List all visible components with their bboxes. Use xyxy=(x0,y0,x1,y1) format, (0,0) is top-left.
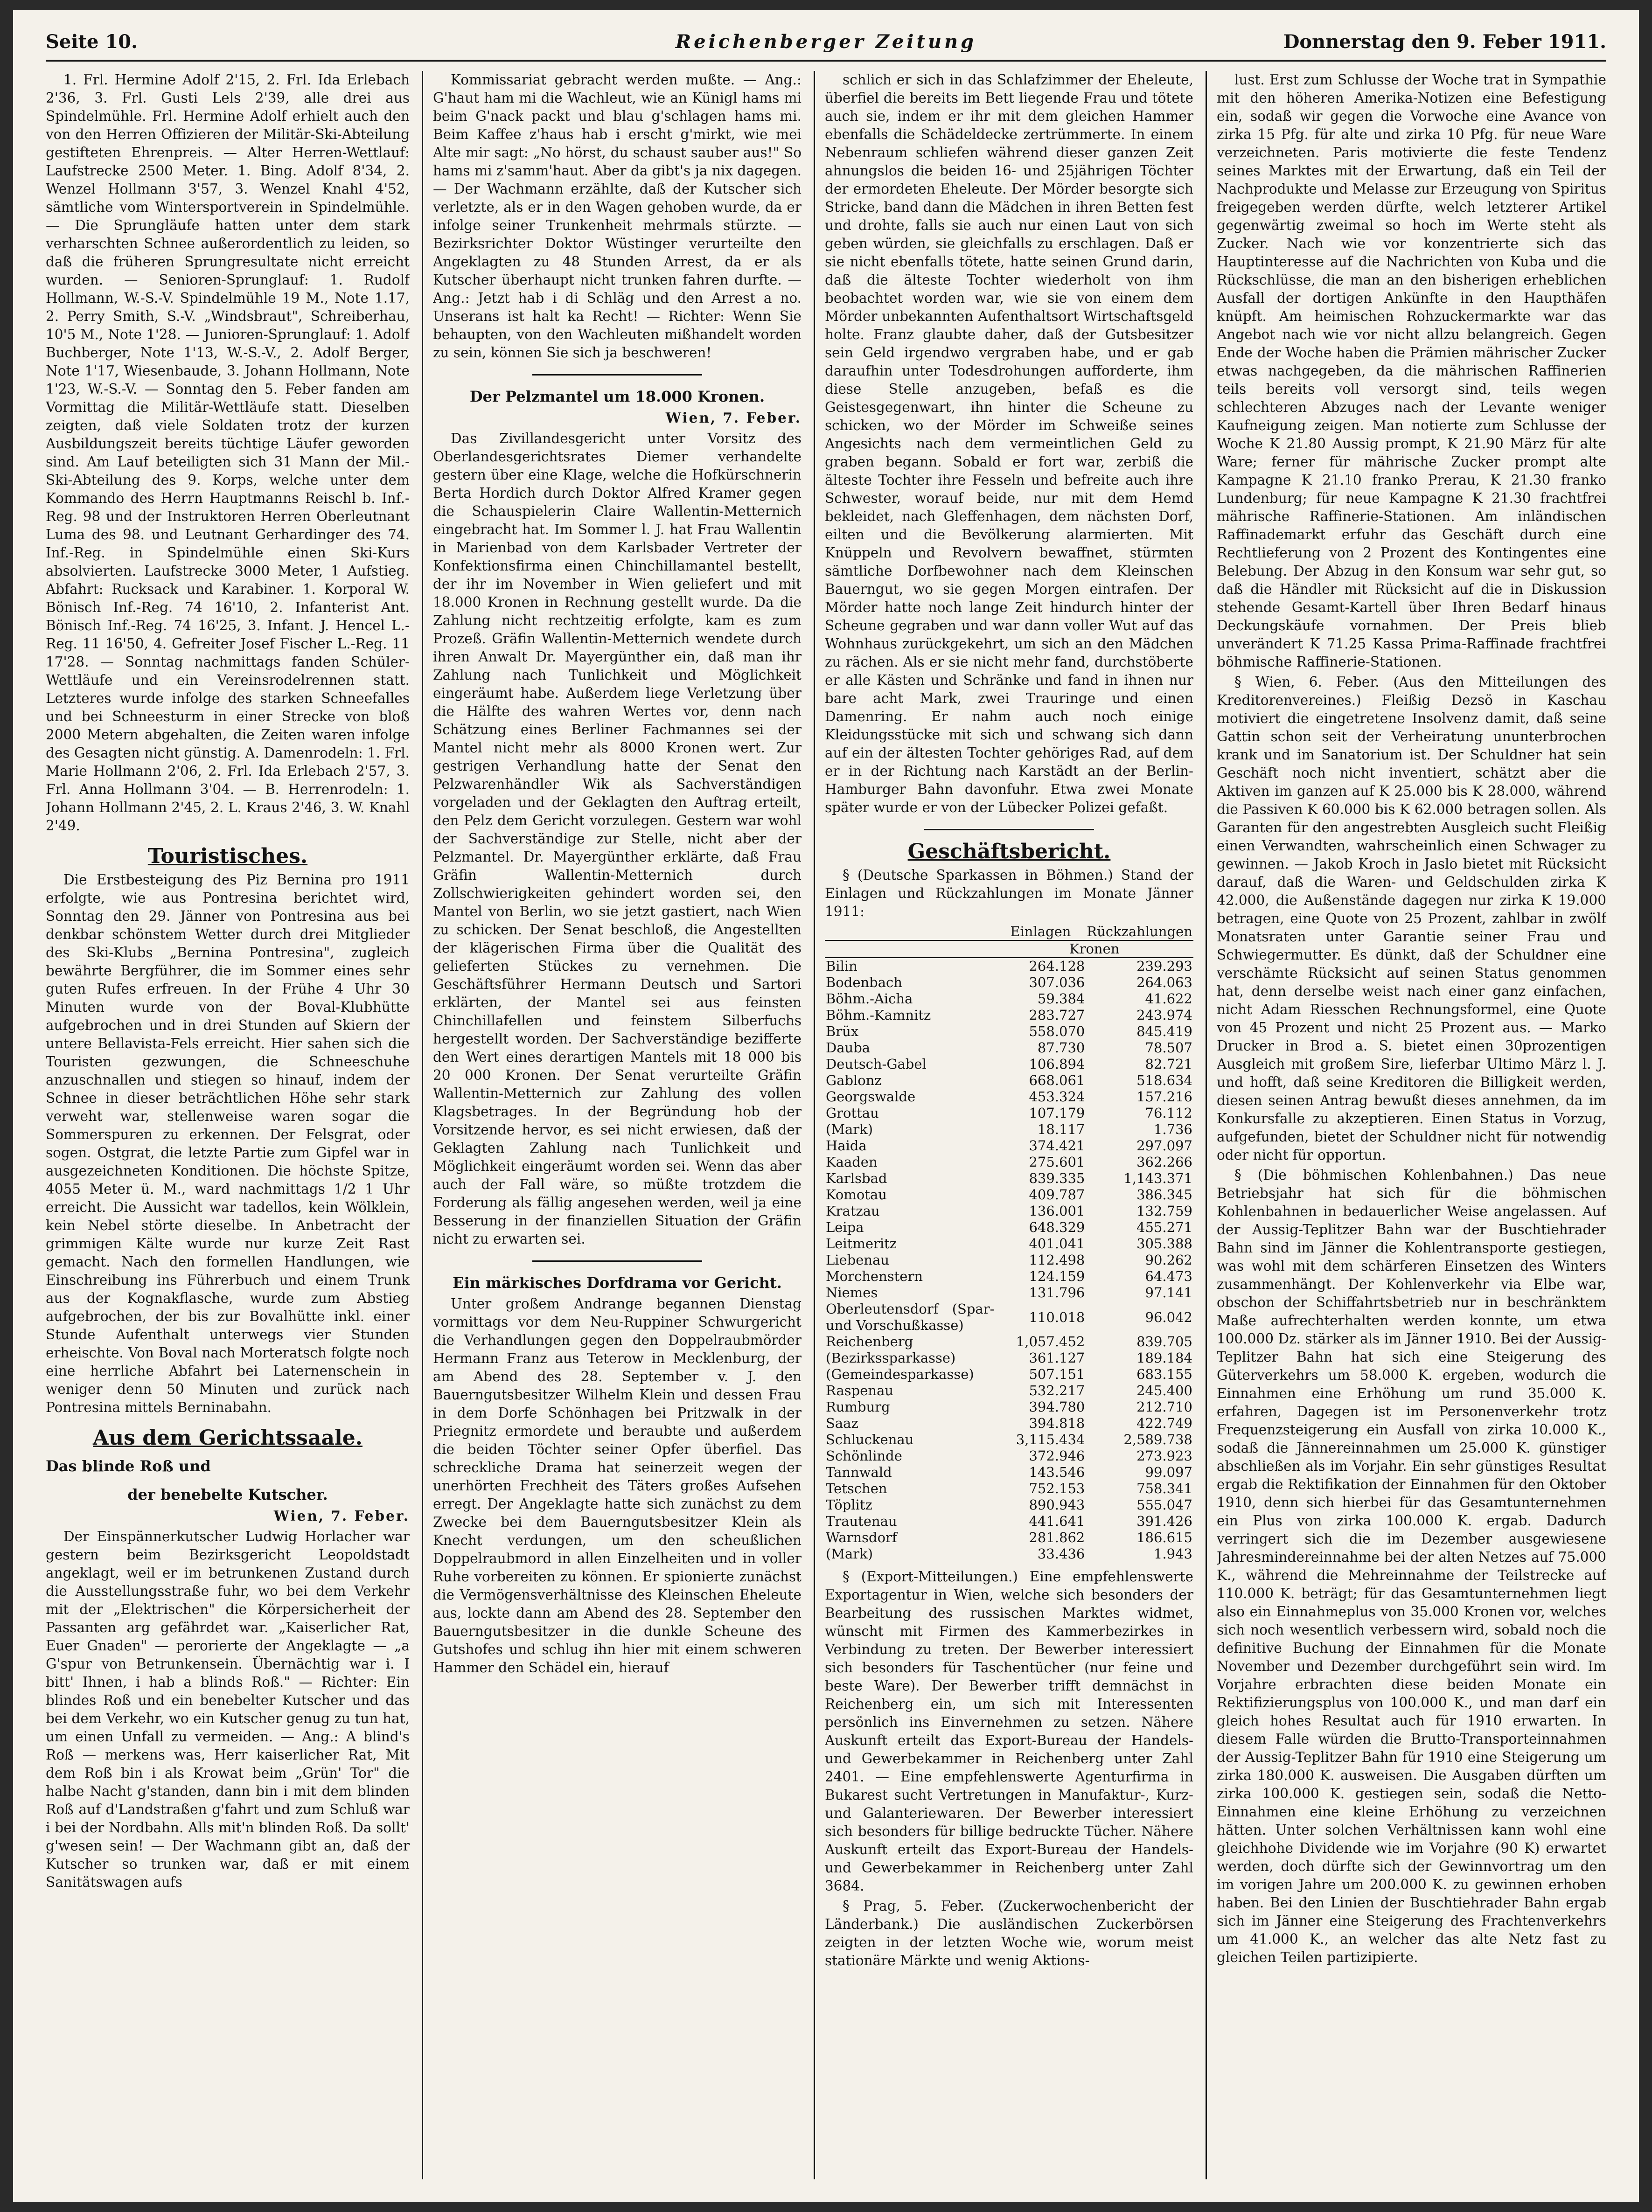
col-header-kronen: Kronen xyxy=(995,940,1193,958)
rueckzahlungen-value: 391.426 xyxy=(1136,1513,1192,1529)
table-row xyxy=(825,1056,1193,1072)
rueckzahlungen-value: 78.507 xyxy=(1145,1040,1192,1056)
einlagen-value: 668.061 xyxy=(1029,1072,1085,1088)
table-row xyxy=(825,1236,1193,1252)
masthead: Reichenberger Zeitung xyxy=(675,31,977,53)
rueckzahlungen-value: 386.345 xyxy=(1136,1187,1192,1203)
rueckzahlungen-value: 518.634 xyxy=(1136,1072,1192,1088)
einlagen-value: 18.117 xyxy=(1037,1121,1085,1137)
rueckzahlungen-value: 97.141 xyxy=(1145,1285,1192,1301)
sparkasse-name: Trautenau xyxy=(826,1513,897,1529)
table-row xyxy=(825,1383,1193,1399)
sparkasse-name: Dauba xyxy=(826,1040,871,1056)
pelzmantel-dateline: Wien, 7. Feber. xyxy=(665,410,802,426)
article-dateline: Wien, 7. Feber. xyxy=(273,1508,410,1524)
rueckzahlungen-value: 683.155 xyxy=(1136,1366,1192,1382)
column-rule xyxy=(1206,71,1207,2179)
page-number: Seite 10. xyxy=(46,31,138,53)
sparkasse-name: Schluckenau xyxy=(826,1432,914,1447)
rueckzahlungen-value: 41.622 xyxy=(1145,991,1192,1007)
sparkasse-name: Bodenbach xyxy=(826,974,902,990)
rueckzahlungen-value: 555.047 xyxy=(1136,1497,1192,1513)
sparkasse-name: Saaz xyxy=(826,1415,858,1431)
dorfdrama-heading: Ein märkisches Dorfdrama vor Gericht. xyxy=(453,1274,782,1292)
sparkasse-name: Oberleutensdorf (Spar- und Vorschußkasse) xyxy=(826,1301,995,1333)
rueckzahlungen-value: 839.705 xyxy=(1136,1334,1192,1349)
table-row xyxy=(825,958,1193,974)
kohlenbahnen-text: § (Die böhmischen Kohlenbahnen.) Das neue Betriebsjahr hat sich für die böhmischen Kohlenbahnen in bedauerlicher Weise angelassen. Auf der Aussig-Teplitzer Bahn war der Buschtiehrader Bahn sind im Jänner die Kohlentransporte gestiegen, was wohl mit dem schärferen Einsetzen des Winters zusammenhängt. Der Kohlenverkehr via Elbe war, obschon der Schiffahrtsbetrieb nur in beschränktem Maße aufrechterhalten werden konnte, um etwa 100.000 Dz. stärker als im Jänner 1910. Bei der Aussig-Teplitzer Bahn hat sich eine Steigerung des Güterverkehrs um 58.000 K. ergeben, wodurch die Einnahmen eine Erhöhung um rund 35.000 K. erfahren, Dagegen ist im Personenverkehr trotz Frequenzsteigerung ein Ausfall von zirka 10.000 K., sodaß die Jännereinnahmen um 25.000 K. günstiger abschließen als im Vorjahr. Ein sehr günstiges Resultat ergab die Rektifikation der Einnahmen für den Oktober 1910, denn sich hierbei für das Gesamtunternehmen ein Plus von zirka 100.000 K. ergab. Dadurch verringert sich die im Dezember ausgewiesene Jahresmindereinnahme bei der alten Netzes auf 75.000 K., während die Mehreinnahme der Teilstrecke auf 110.000 K. beträgt; für das Gesamtunternehmen liegt also ein Einnahmeplus von 35.000 Kronen vor, welches sich noch wesentlich verbessern wird, sobald noch die definitive Buchung der Einnahmen für die Monate November und Dezember durchgeführt sein wird. Im Vorjahre erbrachten diese beiden Monate ein Rektifizierungsplus von 100.000 K., und man darf ein gleich hohes Resultat auch für 1910 erwarten. In diesem Falle würden die Brutto-Transporteinnahmen der Aussig-Teplitzer Bahn für 1910 eine Steigerung um zirka 180.000 K. ausweisen. Die Ausgaben dürften um zirka 100.000 K. gestiegen sein, sodaß die Netto-Einnahmen eine kleine Erhöhung zu verzeichnen hätten. Unter solchen Verhältnissen kann wohl eine gleichhohe Dividende wie im Vorjahre (90 K) erwartet werden, doch dürfte sich der Gewinnvortrag um den im vorigen Jahre um 200.000 K. zu gewinnen erhoben haben. Bei den Linien der Buschtiehrader Bahn ergab sich im Jänner eine Steigerung des Frachtenverkehrs um 41.000 K., an welcher das alte Netz fast zu gleichen Teilen partizipierte. xyxy=(1217,1167,1606,1965)
rueckzahlungen-value: 212.710 xyxy=(1136,1399,1192,1415)
column-2 xyxy=(433,71,802,2179)
rueckzahlungen-value: 132.759 xyxy=(1136,1203,1192,1219)
sparkasse-name: Tetschen xyxy=(826,1481,887,1496)
sparkassen-intro: § (Deutsche Sparkassen in Böhmen.) Stand der Einlagen und Rückzahlungen im Monate Jänner 1911: xyxy=(825,867,1193,919)
einlagen-value: 409.787 xyxy=(1029,1187,1085,1203)
rueckzahlungen-value: 64.473 xyxy=(1145,1268,1192,1284)
separator xyxy=(924,829,1094,830)
table-row xyxy=(825,1203,1193,1219)
table-row xyxy=(825,1415,1193,1432)
column-rule xyxy=(814,71,815,2179)
sparkasse-name: Raspenau xyxy=(826,1383,894,1398)
einlagen-value: 136.001 xyxy=(1029,1203,1085,1219)
einlagen-value: 507.151 xyxy=(1029,1366,1085,1382)
einlagen-value: 87.730 xyxy=(1037,1040,1085,1056)
sparkasse-name: Böhm.-Aicha xyxy=(826,991,913,1007)
table-row xyxy=(825,1399,1193,1415)
kreditoren-text: § Wien, 6. Feber. (Aus den Mitteilungen des Kreditorenvereines.) Fleißig Dezsö in Kaschau motiviert die eingetretene Insolvenz damit, daß seine Gattin schon seit der Verheiratung ununterbrochen krank und im Sanatorium ist. Der Schuldner hat sein Geschäft noch nicht inventiert, schätzt aber die Aktiven im ganzen auf K 25.000 bis K 28.000, während die Passiven K 60.000 bis K 62.000 betragen sollen. Als Garanten für den angestrebten Ausgleich sucht Fleißig einen Verwandten, wahrscheinlich einen Schwager zu gewinnen. — Jakob Kroch in Jaslo bietet mit Rücksicht darauf, daß die Waren- und Geldschulden zirka K 42.000, die Außenstände dagegen nur zirka K 19.000 betragen, eine Quote von 25 Prozent, zahlbar in zwölf Monatsraten unter Garantie seiner Frau und Schwiegermutter. Es dünkt, daß der Schuldner eine verschämte Rücksicht auf seinen Status genommen hat, denn derselbe weist nach einer ganz einfachen, nicht Adam Riesschen Rechnungsformel, eine Quote von 45 Prozent und nicht 25 Prozent aus. — Marko Drucker in Brod a. S. bietet einen 30prozentigen Ausgleich mit großem Sire, lieferbar Ultimo März l. J. und hofft, daß seine Kreditoren die Billigkeit werden, diesen seinen Antrag bewußt dieses annehmen, da im Konkursfalle zu akzeptieren. Einen Status in Vorzug, aufgefunden, bietet der Schuldner nicht für notwendig oder nicht für opportun. xyxy=(1217,674,1606,1163)
table-row xyxy=(825,1530,1193,1546)
rueckzahlungen-value: 264.063 xyxy=(1136,974,1192,990)
einlagen-value: 648.329 xyxy=(1029,1219,1085,1235)
newspaper-page xyxy=(13,10,1639,2202)
rueckzahlungen-value: 273.923 xyxy=(1136,1448,1192,1464)
table-row xyxy=(825,1481,1193,1497)
dorfdrama-text: Unter großem Andrange begannen Dienstag vormittags vor dem Neu-Ruppiner Schwurgericht die Verhandlungen gegen den Doppelraubmörder Hermann Franz aus Teterow in Mecklenburg, der am Abend des 28. September v. J. den Bauerngutsbesitzer Wilhelm Klein und dessen Frau in dem Dorfe Schönhagen bei Pritzwalk in der Priegnitz ermordete und beraubte und außerdem die beiden Töchter seiner Opfer überfiel. Das schreckliche Drama hat seinerzeit wegen der unerhörten Frechheit des Täters großes Aufsehen erregt. Der Angeklagte hatte sich zunächst zu dem Zwecke bei dem Bauerngutsbesitzer Klein als Knecht verdungen, um den scheußlichen Doppelraubmord in allen Einzelheiten und in voller Ruhe vorbereiten zu können. Er spionierte zunächst die Vermögensverhältnisse des Kleinschen Eheleute aus, lockte dann am Abend des 28. September den Bauerngutsbesitzer in die dunkle Scheune des Gutshofes und schlug ihn hier mit einem schweren Hammer den Schädel ein, hierauf xyxy=(433,1296,802,1676)
table-row xyxy=(825,974,1193,991)
sparkasse-name: Haida xyxy=(826,1138,867,1154)
table-row xyxy=(825,1432,1193,1448)
article-title-line1: Das blinde Roß und xyxy=(46,1457,211,1475)
table-row xyxy=(825,1448,1193,1464)
table-row xyxy=(825,1497,1193,1513)
rueckzahlungen-value: 297.097 xyxy=(1136,1138,1192,1154)
einlagen-value: 59.384 xyxy=(1037,991,1085,1007)
rueckzahlungen-value: 157.216 xyxy=(1136,1089,1192,1105)
pelzmantel-text: Das Zivillandesgericht unter Vorsitz des Oberlandesgerichtsrates Diemer verhandelte gestern über eine Klage, welche die Hofkürschnerin Berta Hordich durch Doktor Alfred Kramer gegen die Schauspielerin Claire Wallentin-Metternich eingebracht hat. Im Sommer l. J. hat Frau Wallentin in Marienbad von dem Karlsbader Vertreter der Konfektionsfirma einen Chinchillamantel bestellt, der ihr im November in Wien geliefert und mit 18.000 Kronen in Rechnung gestellt wurde. Da die Zahlung nicht rechtzeitig erfolgte, kam es zum Prozeß. Gräfin Wallentin-Metternich wendete durch ihren Anwalt Dr. Mayergünther ein, daß man ihr Zahlung nach Tunlichkeit und Möglichkeit eingeräumt habe. Außerdem liege Verletzung über die Hälfte des wahren Wertes vor, denn nach Schätzung eines Berliner Fachmannes sei der Mantel nicht mehr als 8000 Kronen wert. Zur gestrigen Verhandlung hatte der Senat den Pelzwarenhändler Wik als Sachverständigen vorgeladen und der Geklagten den Auftrag erteilt, den Pelz dem Gericht vorzulegen. Gestern war wohl der Sachverständige zur Stelle, nicht aber der Pelzmantel. Dr. Mayergünther erklärte, daß Frau Gräfin Wallentin-Metternich durch Zollschwierigkeiten gehindert worden sei, den Mantel von Berlin, wo sie jetzt gastiert, nach Wien zu schicken. Der Senat beschloß, die Angestellten der klägerischen Firma über die Qualität des gelieferten Stückes zu vernehmen. Die Geschäftsführer Hermann Deutsch und Sartori erklärten, der Mantel sei aus feinsten Chinchillafellen und feinstem Silberfuchs hergestellt worden. Der Sachverständige bezifferte den Wert eines derartigen Mantels mit 18 000 bis 20 000 Kronen. Der Senat verurteilte Gräfin Wallentin-Metternich zur Zahlung des vollen Klagsbetrages. In der Begründung hob der Vorsitzende hervor, es sei nicht erwiesen, daß der Geklagten Zahlung nach Tunlichkeit und Möglichkeit eingeräumt worden sei. Wenn das aber auch der Fall wäre, so müßte trotzdem die Forderung als fällig angesehen werden, weil ja eine Besserung in der finanziellen Situation der Gräfin nicht zu erwarten sei. xyxy=(433,431,802,1247)
table-row xyxy=(825,1040,1193,1056)
rueckzahlungen-value: 1.736 xyxy=(1153,1121,1192,1137)
rueckzahlungen-value: 422.749 xyxy=(1136,1415,1192,1431)
rueckzahlungen-value: 186.615 xyxy=(1136,1530,1192,1545)
table-row xyxy=(825,1513,1193,1530)
sparkasse-name: Warnsdorf xyxy=(826,1530,897,1545)
table-row xyxy=(825,1187,1193,1203)
sparkasse-name: Gablonz xyxy=(826,1072,882,1088)
col-header-rueckzahlungen: Rückzahlungen xyxy=(1087,924,1192,939)
sparkasse-name: Komotau xyxy=(826,1187,887,1203)
einlagen-value: 839.335 xyxy=(1029,1170,1085,1186)
rueckzahlungen-value: 1,143.371 xyxy=(1123,1170,1192,1186)
einlagen-value: 131.796 xyxy=(1029,1285,1085,1301)
sparkasse-name: Bilin xyxy=(826,958,857,974)
table-row xyxy=(825,1268,1193,1285)
rueckzahlungen-value: 845.419 xyxy=(1136,1023,1192,1039)
einlagen-value: 107.179 xyxy=(1029,1105,1085,1121)
sparkasse-name: (Mark) xyxy=(826,1121,873,1137)
einlagen-value: 3,115.434 xyxy=(1016,1432,1085,1447)
table-row xyxy=(825,1170,1193,1187)
prag-text: § Prag, 5. Feber. (Zuckerwochenbericht der Länderbank.) Die ausländischen Zuckerbörsen zeigten in der letzten Woche wie, worum meist stationäre Märkte und wenig Aktions- xyxy=(825,1898,1193,1969)
einlagen-value: 374.421 xyxy=(1029,1138,1085,1154)
column-rule xyxy=(422,71,423,2179)
table-row xyxy=(825,1089,1193,1105)
einlagen-value: 394.780 xyxy=(1029,1399,1085,1415)
separator xyxy=(532,374,702,376)
einlagen-value: 281.862 xyxy=(1029,1530,1085,1545)
sparkasse-name: Kaaden xyxy=(826,1154,878,1170)
rueckzahlungen-value: 2,589.738 xyxy=(1123,1432,1192,1447)
sparkassen-table xyxy=(825,924,1193,1562)
rueckzahlungen-value: 96.042 xyxy=(1145,1309,1192,1325)
einlagen-value: 890.943 xyxy=(1029,1497,1085,1513)
einlagen-value: 441.641 xyxy=(1029,1513,1085,1529)
article-continuation: Kommissariat gebracht werden mußte. — Ang.: G'haut ham mi die Wachleut, wie an Künigl hams mi beim G'nack packt und blau g'schlagen hams mi. Beim Kaffee z'haus hab i erscht g'mirkt, wie mei Alte mir sagt: „No hörst, du schaust sauber aus!" So hams mi z'samm'haut. Aber da gibt's ja nix dagegen. — Der Wachmann erzählte, daß der Kutscher sich verletzte, als er in den Wagen gehoben wurde, da er infolge seiner Trunkenheit mehrmals stürzte. — Bezirksrichter Doktor Wüstinger verurteilte den Angeklagten zu 48 Stunden Arrest, da er als Kutscher überhaupt nicht trunken fahren durfte. — Ang.: Jetzt hab i di Schläg und den Arrest a no. Unserans ist halt ka Recht! — Richter: Wenn Sie behaupten, von den Wachleuten mißhandelt worden zu sein, können Sie sich ja beschweren! xyxy=(433,72,802,361)
sparkasse-name: Leipa xyxy=(826,1219,864,1235)
sparkasse-name: Böhm.-Kamnitz xyxy=(826,1007,931,1023)
einlagen-value: 558.070 xyxy=(1029,1023,1085,1039)
einlagen-value: 361.127 xyxy=(1029,1350,1085,1366)
dorfdrama-continuation: schlich er sich in das Schlafzimmer der Eheleute, überfiel die bereits im Bett liegende Frau und tötete auch sie, indem er ihr mit dem gleichen Hammer ebenfalls die Schädeldecke zertrümmerte. In einem Nebenraum schliefen während dieser ganzen Zeit ahnungslos die beiden 16- und 25jährigen Töchter der ermordeten Eheleute. Der Mörder besorgte sich Stricke, band dann die Mädchen in ihren Betten fest und drohte, falls sie auch nur einen Laut von sich geben würden, sie gleichfalls zu erschlagen. Daß er sie nicht ebenfalls tötete, hatte seinen Grund darin, daß die älteste Tochter wiederholt von ihm beobachtet worden war, wie sie von einem dem Mörder unbekannten Aufenthaltsort Wirtschaftsgeld holte. Franz glaubte daher, daß der Gutsbesitzer sein Geld irgendwo vergraben habe, und er gab daraufhin unter Todesdrohungen aufforderte, ihm diese Stelle anzugeben, befaß es die Geistesgegenwart, ihn hinter die Scheune zu schicken, wo der Mörder im Schweiße seines Angesichts nach dem vermeintlichen Geld zu graben begann. Sobald er fort war, zerbiß die älteste Tochter ihre Fesseln und befreite auch ihre Schwester, worauf beide, nur mit dem Hemd bekleidet, nach Gleffenhagen, dem nächsten Dorf, eilten und die Bevölkerung alarmierten. Mit Knüppeln und Revolvern bewaffnet, stürmten sämtliche Dorfbewohner nach dem Kleinschen Bauerngut, wo sie gegen Morgen eintrafen. Der Mörder hatte noch lange Zeit hindurch hinter der Scheune gegraben und war dann voller Wut auf das Wohnhaus zurückgekehrt, um sich an den Mädchen zu rächen. Als er sie nicht mehr fand, durchstöberte er alle Kästen und Schränke und fand in ihnen nur bare acht Mark, zwei Trauringe und einen Damenring. Er nahm auch noch einige Kleidungsstücke mit sich und schwang sich dann auf ein der ältesten Tochter gehöriges Rad, auf dem er in der Richtung nach Karstädt an der Berlin-Hamburger Bahn davonfuhr. Etwa zwei Monate später wurde er von der Lübecker Polizei gefaßt. xyxy=(825,72,1193,815)
table-row xyxy=(825,1285,1193,1301)
table-row xyxy=(825,1219,1193,1236)
rueckzahlungen-value: 90.262 xyxy=(1145,1252,1192,1268)
rueckzahlungen-value: 239.293 xyxy=(1136,958,1192,974)
sparkasse-name: Rumburg xyxy=(826,1399,890,1415)
rueckzahlungen-value: 245.400 xyxy=(1136,1383,1192,1398)
einlagen-value: 110.018 xyxy=(1029,1309,1085,1325)
sparkasse-name: Tannwald xyxy=(826,1464,892,1480)
sparkasse-name: Reichenberg xyxy=(826,1334,913,1349)
touristisches-heading: Touristisches. xyxy=(147,844,308,868)
touristisches-text: Die Erstbesteigung des Piz Bernina pro 1911 erfolgte, wie aus Pontresina berichtet wird, Sonntag den 29. Jänner von Pontresina aus bei denkbar schönstem Wetter durch drei Mitglieder des Ski-Klubs „Bernina Pontresina", zugleich bewährte Bergführer, die im Sommer eines sehr guten Rufes erfreuen. In der Frühe 4 Uhr 30 Minuten wurde von der Boval-Klubhütte aufgebrochen und in drei Stunden auf Skiern der untere Bellavista-Fels erreicht. Hier sahen sich die Touristen gezwungen, die Schneeschuhe anzuschnallen und stiegen so hinauf, indem der Schnee in dieser beträchtlichen Höhe sehr stark verweht war, stellenweise waren sogar die Sommerspuren zu erkennen. Der Felsgrat, oder sogen. Ostgrat, die letzte Partie zum Gipfel war in ausgezeichneten Konditionen. Die höchste Spitze, 4055 Meter ü. M., ward nachmittags 1/2 1 Uhr erreicht. Die Aussicht war tadellos, kein Wölklein, kein Nebel störte dieselbe. In Anbetracht der grimmigen Kälte wurde nur kurze Zeit Rast gemacht. Nach den formellen Handlungen, wie Einschreibung ins Führerbuch und einem Trunk aus der Kognakflasche, wurde zum Abstieg aufgebrochen, der bis zur Bovalhütte inkl. einer Stunde Aufenthalt unterwegs vier Stunden erheischte. Von Boval nach Morteratsch folgte noch eine herrliche Abfahrt bei Laternenschein in weniger denn 50 Minuten und zurück nach Pontresina mittels Berninabahn. xyxy=(46,872,410,1415)
table-row xyxy=(825,1366,1193,1383)
table-row xyxy=(825,1546,1193,1562)
geschaeftsbericht-heading: Geschäftsbericht. xyxy=(907,840,1111,863)
einlagen-value: 532.217 xyxy=(1029,1383,1085,1398)
table-row xyxy=(825,1350,1193,1366)
table-row xyxy=(825,1301,1193,1334)
article-text: Der Einspännerkutscher Ludwig Horlacher war gestern beim Bezirksgericht Leopoldstadt angeklagt, weil er im betrunkenen Zustand durch die Ausstellungsstraße fuhr, wo bei dem Verkehr mit der „Elektrischen" die Körpersicherheit der Passanten arg gefährdet war. „Kaiserlicher Rat, Euer Gnaden" — perorierte der Angeklagte — „a G'spur von Betrunkensein. Übernächtig war i. I bitt' Ihnen, i hab a blinds Roß." — Richter: Ein blindes Roß und ein benebelter Kutscher und das bei dem Verkehr, wo ein Kutscher genug zu tun hat, um einen Unfall zu vermeiden. — Ang.: A blind's Roß — merkens was, Herr kaiserlicher Rat, Mit dem Roß bin i als Krowat beim „Grün' Tor" die halbe Nacht g'standen, dann bin i mit dem blinden Roß auf d'Landstraßen g'fahrt und zum Schluß war i bei der Nordbahn. Alls mit'n blinden Roß. Da sollt' g'wesen sein! — Der Wachmann gibt an, daß der Kutscher so trunken war, daß er mit einem Sanitätswagen aufs xyxy=(46,1529,410,1890)
column-1 xyxy=(46,71,410,2179)
table-row xyxy=(825,1072,1193,1089)
table-row xyxy=(825,1007,1193,1023)
page-header xyxy=(46,31,1606,73)
rueckzahlungen-value: 189.184 xyxy=(1136,1350,1192,1366)
einlagen-value: 264.128 xyxy=(1029,958,1085,974)
sparkasse-name: Georgswalde xyxy=(826,1089,916,1105)
einlagen-value: 307.036 xyxy=(1029,974,1085,990)
einlagen-value: 752.153 xyxy=(1029,1481,1085,1496)
gerichtssaal-heading: Aus dem Gerichtssaale. xyxy=(92,1426,362,1450)
rueckzahlungen-value: 99.097 xyxy=(1145,1464,1192,1480)
col-header-einlagen: Einlagen xyxy=(995,924,1086,940)
separator xyxy=(532,1260,702,1262)
export-text: § (Export-Mitteilungen.) Eine empfehlenswerte Exportagentur in Wien, welche sich besonders der Bearbeitung des russischen Marktes widmet, wünscht mit Firmen des Kammerbezirkes in Verbindung zu treten. Der Bewerber interessiert sich besonders für Taschentücher (nur feine und beste Ware). Der Bewerber trifft demnächst in Reichenberg ein, um sich mit Interessenten persönlich ins Einvernehmen zu setzen. Nähere Auskunft erteilt das Export-Bureau der Handels- und Gewerbekammer in Reichenberg unter Zahl 2401. — Eine empfehlenswerte Agenturfirma in Bukarest sucht Vertretungen in Manufaktur-, Kurz- und Galanteriewaren. Der Bewerber interessiert sich besonders für billige bedruckte Tücher. Nähere Auskunft erteilt das Export-Bureau der Handels- und Gewerbekammer in Reichenberg unter Zahl 3684. xyxy=(825,1569,1193,1894)
table-row xyxy=(825,1023,1193,1040)
einlagen-value: 401.041 xyxy=(1029,1236,1085,1252)
rueckzahlungen-value: 82.721 xyxy=(1145,1056,1192,1072)
table-row xyxy=(825,1464,1193,1481)
table-row xyxy=(825,1138,1193,1154)
einlagen-value: 143.546 xyxy=(1029,1464,1085,1480)
einlagen-value: 124.159 xyxy=(1029,1268,1085,1284)
sport-results-text: 1. Frl. Hermine Adolf 2'15, 2. Frl. Ida Erlebach 2'36, 3. Frl. Gusti Lels 2'39, alle drei aus Spindelmühle. Frl. Hermine Adolf erhielt auch den von den Herren Offizieren der Militär-Ski-Abteilung gestifteten Ehrenpreis. — Alter Herren-Wettlauf: Laufstrecke 2500 Meter. 1. Bing. Adolf 8'34, 2. Wenzel Hollmann 3'57, 3. Wenzel Knahl 4'52, sämtliche vom Wintersportverein in Spindelmühle. — Die Sprungläufe hatten unter dem stark verharschten Schnee außerordentlich zu leiden, so daß die früheren Sprungresultate nicht erreicht wurden. — Senioren-Sprunglauf: 1. Rudolf Hollmann, W.-S.-V. Spindelmühle 19 M., Note 1.17, 2. Perry Smith, S.-V. „Windsbraut", Schreiberhau, 10'5 M., Note 1'28. — Junioren-Sprunglauf: 1. Adolf Buchberger, Note 1'13, W.-S.-V., 2. Adolf Berger, Note 1'17, Wiesenbaude, 3. Johann Hollmann, Note 1'23, W.-S.-V. — Sonntag den 5. Feber fanden am Vormittag die Militär-Wettläufe statt. Dieselben zeigten, daß viele Soldaten trotz der kurzen Ausbildungszeit bereits tüchtige Läufer geworden sind. Am Lauf beteiligten sich 31 Mann der Mil.-Ski-Abteilung des 9. Korps, welche unter dem Kommando des Herrn Hauptmanns Reischl b. Inf.-Reg. 98 und der Instruktoren Herren Oberleutnant Luma des 98. und Leutnant Gerhardinger des 74. Inf.-Reg. in Spindelmühle einen Ski-Kurs absolvierten. Laufstrecke 3000 Meter, 1 Aufstieg. Abfahrt: Rucksack und Karabiner. 1. Korporal W. Bönisch Inf.-Reg. 74 16'10, 2. Infanterist Ant. Bönisch Inf.-Reg. 74 16'25, 3. Infant. J. Hencel L.-Reg. 11 16'50, 4. Gefreiter Josef Fischer L.-Reg. 11 17'28. — Sonntag nachmittags fanden Schüler-Wettläufe und ein Vereinsrodelrennen statt. Letzteres wurde infolge des starken Schneefalles und bei Schneesturm in einer Strecke von bloß 2000 Metern abgehalten, die Zeiten waren infolge des Gesagten nicht günstig. A. Damenrodeln: 1. Frl. Marie Hollmann 2'06, 2. Frl. Ida Erlebach 2'57, 3. Frl. Anna Hollmann 3'04. — B. Herrenrodeln: 1. Johann Hollmann 2'45, 2. L. Kraus 2'46, 3. W. Knahl 2'49. xyxy=(46,72,410,834)
table-row xyxy=(825,991,1193,1007)
einlagen-value: 283.727 xyxy=(1029,1007,1085,1023)
sparkasse-name: (Bezirkssparkasse) xyxy=(826,1350,956,1366)
rueckzahlungen-value: 76.112 xyxy=(1145,1105,1192,1121)
sparkasse-name: (Gemeindesparkasse) xyxy=(826,1366,974,1382)
sparkasse-name: Morchenstern xyxy=(826,1268,923,1284)
table-row xyxy=(825,1121,1193,1138)
rueckzahlungen-value: 758.341 xyxy=(1136,1481,1192,1496)
sparkasse-name: Niemes xyxy=(826,1285,878,1301)
rueckzahlungen-value: 243.974 xyxy=(1136,1007,1192,1023)
header-rule xyxy=(46,60,1606,62)
sparkassen-rows xyxy=(825,958,1193,1562)
einlagen-value: 275.601 xyxy=(1029,1154,1085,1170)
sparkasse-name: Deutsch-Gabel xyxy=(826,1056,927,1072)
sparkasse-name: (Mark) xyxy=(826,1546,873,1562)
einlagen-value: 1,057.452 xyxy=(1016,1334,1085,1349)
pelzmantel-heading: Der Pelzmantel um 18.000 Kronen. xyxy=(469,388,765,405)
einlagen-value: 112.498 xyxy=(1029,1252,1085,1268)
table-row xyxy=(825,1105,1193,1121)
column-4 xyxy=(1217,71,1606,2179)
einlagen-value: 33.436 xyxy=(1037,1546,1085,1562)
rueckzahlungen-value: 1.943 xyxy=(1153,1546,1192,1562)
sparkasse-name: Brüx xyxy=(826,1023,859,1039)
einlagen-value: 106.894 xyxy=(1029,1056,1085,1072)
article-title-line2: der benebelte Kutscher. xyxy=(127,1486,328,1503)
sparkasse-name: Schönlinde xyxy=(826,1448,902,1464)
sparkasse-name: Kratzau xyxy=(826,1203,880,1219)
sparkasse-name: Töplitz xyxy=(826,1497,872,1513)
einlagen-value: 394.818 xyxy=(1029,1415,1085,1431)
rueckzahlungen-value: 455.271 xyxy=(1136,1219,1192,1235)
einlagen-value: 453.324 xyxy=(1029,1089,1085,1105)
zucker-text: lust. Erst zum Schlusse der Woche trat in Sympathie mit den höheren Amerika-Notizen eine Befestigung ein, sodaß wir gegen die Vorwoche eine Avance von zirka 15 Pfg. für alte und zirka 10 Pfg. für neue Ware verzeichneten. Paris motivierte die feste Tendenz seines Marktes mit der Erwartung, daß ein Teil der Nachprodukte und Melasse zur Erzeugung von Spiritus freigegeben werden dürfte, welch letzterer Artikel gegenwärtig zweimal so hoch im Werte steht als Zucker. Nach wie vor konzentrierte sich das Hauptinteresse auf die Nachrichten von Kuba und die Rückschlüsse, die man an den bisherigen erheblichen Ausfall der dortigen Ankünfte in den Haupthäfen knüpft. Am heimischen Rohzuckermarkte war das Angebot nach wie vor nicht allzu belangreich. Gegen Ende der Woche haben die Prämien mährischer Zucker etwas nachgegeben, da die mährischen Raffinerien teils bereits voll versorgt sind, teils wegen schlechteren Abzuges nach der Levante weniger Kaufneigung zeigen. Man notierte zum Schlusse der Woche K 21.80 Aussig prompt, K 21.90 März für alte Ware; ferner für mährische Zucker prompt alte Kampagne K 21.10 franko Prerau, K 21.30 franko Lundenburg; für neue Kampagne K 21.30 frachtfrei mährische Raffinerie-Stationen. Am inländischen Raffinademarkt erfuhr das Geschäft durch eine Rechtlieferung von 2 Prozent des Kontingentes eine Belebung. Der Abzug in den Konsum war sehr gut, so daß die Händler mit Rücksicht auf die in Diskussion stehende Gesamt-Kartell über Ihren Bedarf hinaus Deckungskäufe vornahmen. Der Preis blieb unverändert K 71.25 Kassa Prima-Raffinade frachtfrei böhmische Raffinerie-Stationen. xyxy=(1217,72,1606,670)
issue-date: Donnerstag den 9. Feber 1911. xyxy=(1283,31,1606,53)
column-3 xyxy=(825,71,1193,2179)
sparkasse-name: Karlsbad xyxy=(826,1170,887,1186)
table-row xyxy=(825,1154,1193,1170)
sparkasse-name: Liebenau xyxy=(826,1252,890,1268)
sparkasse-name: Leitmeritz xyxy=(826,1236,897,1252)
sparkasse-name: Grottau xyxy=(826,1105,879,1121)
rueckzahlungen-value: 305.388 xyxy=(1136,1236,1192,1252)
table-row xyxy=(825,1334,1193,1350)
einlagen-value: 372.946 xyxy=(1029,1448,1085,1464)
rueckzahlungen-value: 362.266 xyxy=(1136,1154,1192,1170)
table-row xyxy=(825,1252,1193,1268)
